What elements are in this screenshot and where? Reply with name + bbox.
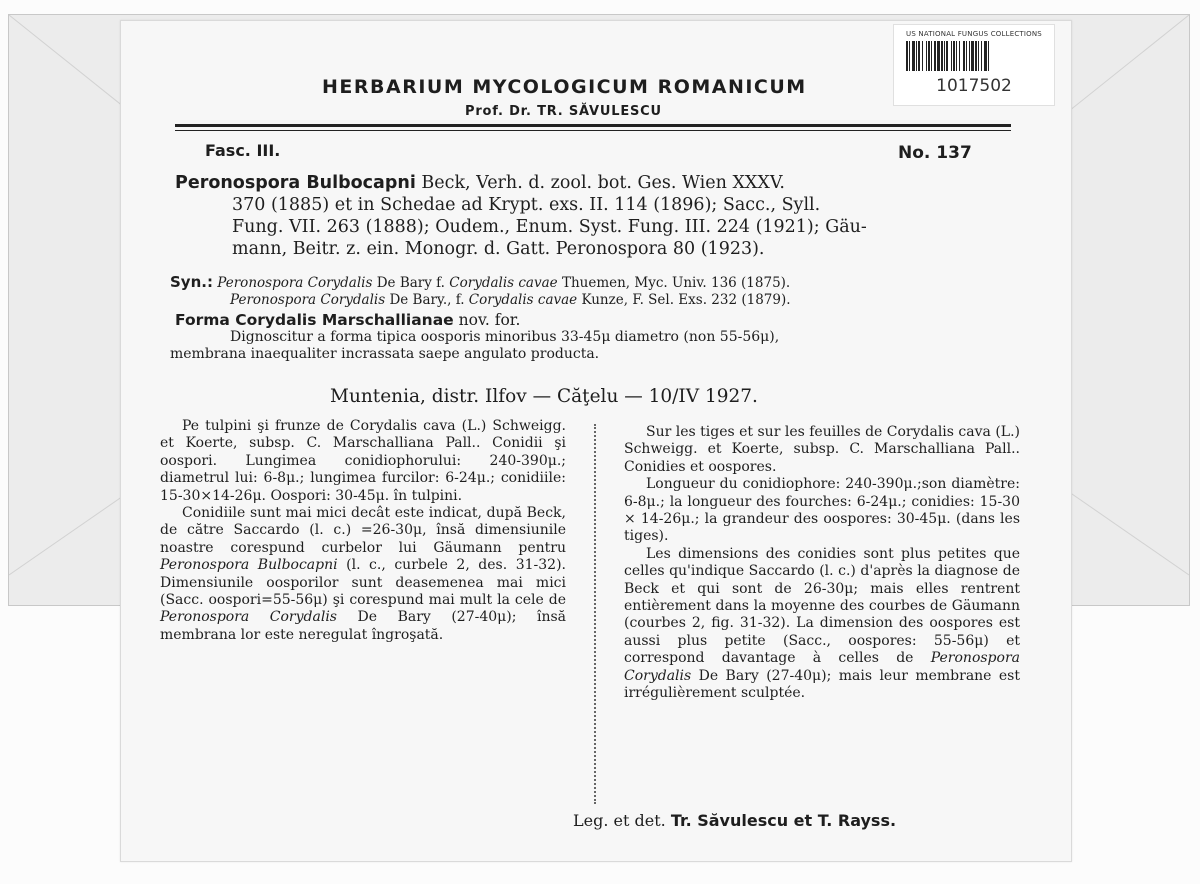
barcode-bar xyxy=(959,41,960,71)
barcode-bar xyxy=(912,41,915,71)
french-paragraph-3 xyxy=(624,546,1020,703)
barcode-bar xyxy=(928,41,930,71)
synonyms-block xyxy=(170,274,1030,309)
barcode-bar xyxy=(946,41,948,71)
syn1-host: Corydalis cavae xyxy=(449,275,558,291)
romanian-paragraph-1: Pe tulpini şi frunze de Corydalis cava (L.) Schweigg. et Koerte, subsp. C. Marschalliana Pall.. Conidii şi oospori. Lungimea conidiophorului: 240-390μ.; diametrul lui: 6-8μ.; lungimea furcilor: 6-24μ.; conidiile: 15-30×14-26μ. Oospori: 30-45μ. în tulpini. xyxy=(160,418,566,504)
species-block xyxy=(175,172,1025,260)
french-paragraph-1: Sur les tiges et sur les feuilles de Corydalis cava (L.) Schweigg. et Koerte, subsp. C. Marschalliana Pall.. Conidies et oospores. xyxy=(624,424,1020,475)
barcode-bar xyxy=(971,41,974,71)
barcode-bar xyxy=(934,41,936,71)
french-text xyxy=(624,424,1020,703)
barcode-bar xyxy=(953,41,955,71)
french-p3-species: Peronospora Corydalis xyxy=(624,650,1020,684)
collectors-line xyxy=(573,811,896,830)
column-divider xyxy=(594,424,596,804)
species-name: Peronospora Bulbocapni xyxy=(175,173,416,193)
barcode-bar xyxy=(926,41,927,71)
species-ref-3: Fung. VII. 263 (1888); Oudem., Enum. Syst. Fung. III. 224 (1921); Gäu- xyxy=(232,217,867,237)
syn1-name: Peronospora Corydalis xyxy=(217,275,373,291)
french-p3-text-b: De Bary (27-40μ); mais leur membrane est irrégulièrement sculptée. xyxy=(624,667,1020,702)
barcode-bar xyxy=(906,41,908,71)
syn2-author: De Bary., f. xyxy=(389,292,465,308)
barcode-bar xyxy=(956,41,957,71)
barcode-bar xyxy=(951,41,952,71)
barcode-bar xyxy=(963,41,965,71)
collectors-names: Tr. Săvulescu et T. Rayss. xyxy=(670,811,897,830)
barcode-bars xyxy=(905,41,1043,71)
romanian-p2-species-2: Peronospora Corydalis xyxy=(160,609,337,626)
header-rule-thin xyxy=(175,130,1011,131)
diagnosis-line-1: Dignoscitur a forma tipica oosporis minoribus 33-45μ diametro (non 55-56μ), xyxy=(230,329,780,345)
specimen-number: No. 137 xyxy=(898,143,972,163)
barcode-collection: US NATIONAL FUNGUS COLLECTIONS xyxy=(906,30,1042,38)
romanian-text xyxy=(160,418,566,644)
syn2-name: Peronospora Corydalis xyxy=(230,292,386,308)
header-rule-thick xyxy=(175,124,1011,127)
syn2-ref: Kunze, F. Sel. Exs. 232 (1879). xyxy=(581,292,791,308)
barcode-bar xyxy=(922,41,923,71)
barcode-bar xyxy=(978,41,979,71)
forma-suffix: nov. for. xyxy=(458,311,521,329)
romanian-p2-text-c: De Bary (27-40μ); însă membrana lor este neregulat îngroşată. xyxy=(160,609,566,643)
barcode-sticker xyxy=(893,24,1055,106)
diagnosis-block xyxy=(170,329,1030,363)
french-p3-text-a: Les dimensions des conidies sont plus petites que celles qu'indique Saccardo (l. c.) d'après la diagnose de Beck et qui sont de 26-30μ; mais elles rentrent entièrement dans la moyenne des courbes de Gäumann (courbes 2, fig. 31-32). La dimension des oospores est aussi plus petite (Sacc., oospores: 55-56μ) et correspond davantage à celles de xyxy=(624,545,1020,667)
romanian-paragraph-2 xyxy=(160,505,566,644)
romanian-p2-species: Peronospora Bulbocapni xyxy=(160,557,338,574)
syn2-host: Corydalis cavae xyxy=(468,292,578,308)
syn1-ref: Thuemen, Myc. Univ. 136 (1875). xyxy=(561,275,791,291)
synonyms-label: Syn.: xyxy=(170,273,213,291)
barcode-bar xyxy=(918,41,920,71)
barcode-number: 1017502 xyxy=(936,76,1012,96)
barcode-bar xyxy=(916,41,917,71)
barcode-bar xyxy=(931,41,932,71)
barcode-bar xyxy=(966,41,967,71)
barcode-bar xyxy=(909,41,910,71)
fascicle-label: Fasc. III. xyxy=(205,141,281,160)
barcode-bar xyxy=(941,41,943,71)
barcode-bar xyxy=(988,41,989,71)
romanian-p2-text-b: (l. c., curbele 2, des. 31-32). Dimensiunile oosporilor sunt deasemenea mai mici (Sacc. oospori=55-56μ) şi corespund mai mult la cele de xyxy=(160,557,566,609)
forma-name: Forma Corydalis Marschallianae xyxy=(175,311,454,329)
barcode-bar xyxy=(937,41,940,71)
romanian-p2-text-a: Conidiile sunt mai mici decât este indicat, după Beck, de către Saccardo (l. c.) =26-30μ, însă dimensiunile noastre corespund curbelor lui Gäumann pentru xyxy=(160,505,566,556)
species-ref-1: Beck, Verh. d. zool. bot. Ges. Wien XXXV. xyxy=(421,173,785,193)
barcode-bar xyxy=(969,41,970,71)
barcode-bar xyxy=(984,41,987,71)
collectors-prefix: Leg. et det. xyxy=(573,811,666,830)
barcode-bar xyxy=(975,41,977,71)
herbarium-title: HERBARIUM MYCOLOGICUM ROMANICUM xyxy=(322,76,807,98)
barcode-bar xyxy=(944,41,945,71)
forma-line xyxy=(175,311,520,329)
species-ref-2: 370 (1885) et in Schedae ad Krypt. exs. II. 114 (1896); Sacc., Syll. xyxy=(232,195,821,215)
french-paragraph-2: Longueur du conidiophore: 240-390μ.;son diamètre: 6-8μ.; la longueur des fourches: 6-24μ.; conidies: 15-30 × 14-26μ.; la grandeur des oospores: 30-45μ. (dans les tiges). xyxy=(624,476,1020,545)
barcode-bar xyxy=(981,41,982,71)
diagnosis-line-2: membrana inaequaliter incrassata saepe angulato producta. xyxy=(170,346,600,362)
locality-line: Muntenia, distr. Ilfov — Căţelu — 10/IV 1927. xyxy=(330,386,758,407)
syn1-author: De Bary f. xyxy=(376,275,445,291)
species-ref-4: mann, Beitr. z. ein. Monogr. d. Gatt. Peronospora 80 (1923). xyxy=(232,239,765,259)
herbarium-editor: Prof. Dr. TR. SĂVULESCU xyxy=(465,104,662,119)
